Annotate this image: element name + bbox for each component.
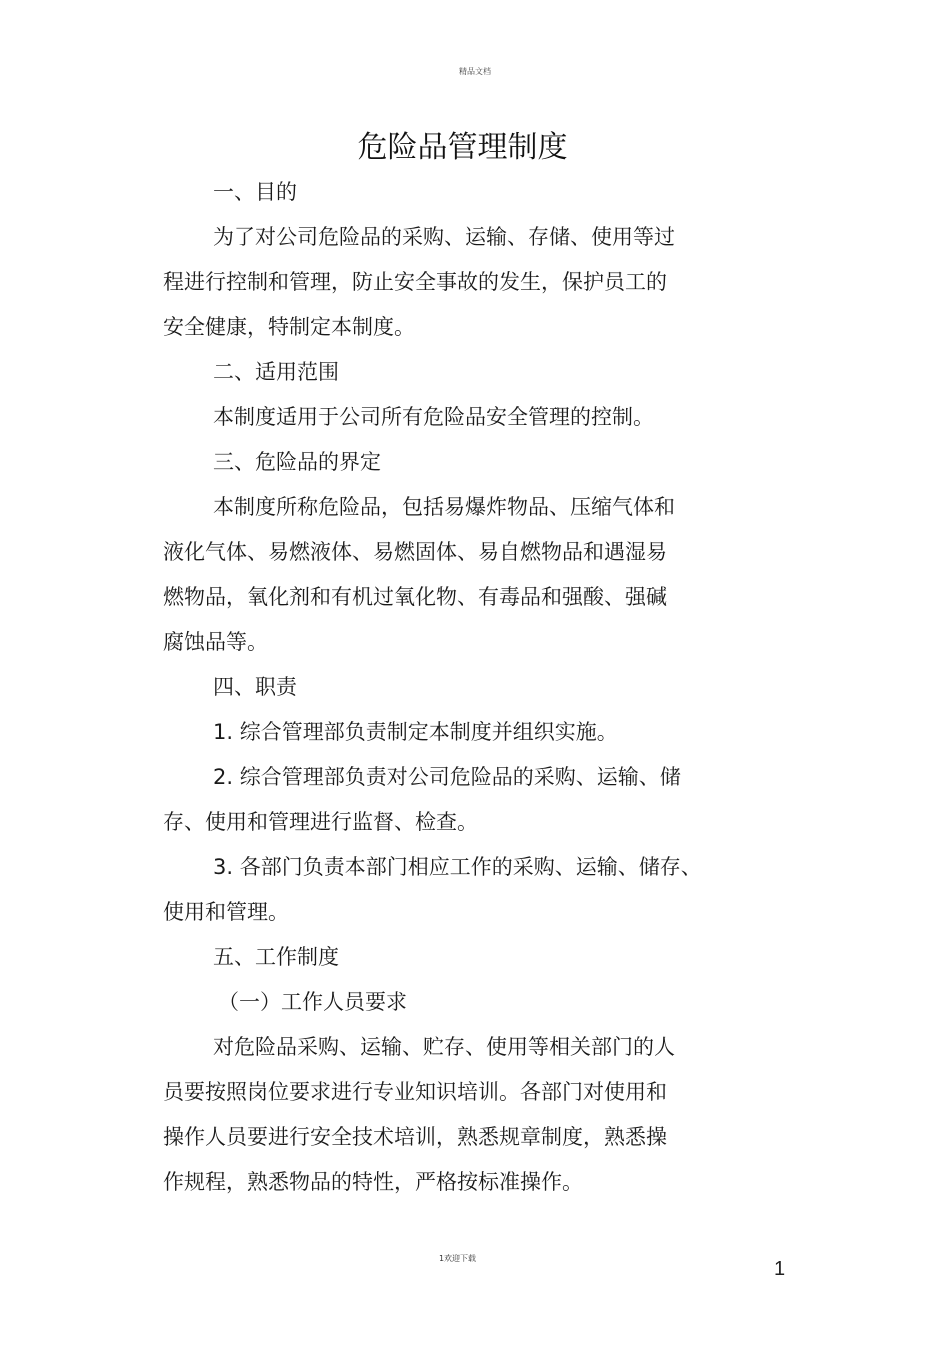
paragraph-line: 五、工作制度 bbox=[213, 945, 339, 969]
paragraph-line: 本制度所称危险品，包括易爆炸物品、压缩气体和 bbox=[213, 495, 675, 519]
paragraph-line: 1. 综合管理部负责制定本制度并组织实施。 bbox=[213, 720, 618, 744]
paragraph-line: 存、使用和管理进行监督、检查。 bbox=[163, 810, 478, 834]
paragraph-line: 四、职责 bbox=[213, 675, 297, 699]
page-number: 1 bbox=[774, 1258, 786, 1280]
paragraph-line: 为了对公司危险品的采购、运输、存储、使用等过 bbox=[213, 225, 675, 249]
paragraph-line: （一）工作人员要求 bbox=[218, 990, 407, 1014]
paragraph-line: 二、适用范围 bbox=[213, 360, 339, 384]
paragraph-line: 2. 综合管理部负责对公司危险品的采购、运输、储 bbox=[213, 765, 681, 789]
paragraph-line: 程进行控制和管理，防止安全事故的发生，保护员工的 bbox=[163, 270, 667, 294]
paragraph-line: 三、危险品的界定 bbox=[213, 450, 381, 474]
document-body bbox=[163, 170, 743, 1205]
paragraph-line: 使用和管理。 bbox=[163, 900, 289, 924]
paragraph-line: 腐蚀品等。 bbox=[163, 630, 268, 654]
paragraph-line: 3. 各部门负责本部门相应工作的采购、运输、储存、 bbox=[213, 855, 702, 879]
paragraph-line: 一、目的 bbox=[213, 180, 297, 204]
paragraph-line: 液化气体、易燃液体、易燃固体、易自燃物品和遇湿易 bbox=[163, 540, 667, 564]
header-note: 精品文档 bbox=[459, 67, 491, 76]
paragraph-line: 作规程，熟悉物品的特性，严格按标准操作。 bbox=[163, 1170, 583, 1194]
paragraph-line: 本制度适用于公司所有危险品安全管理的控制。 bbox=[213, 405, 654, 429]
footer-note: 1欢迎下载 bbox=[438, 1254, 477, 1263]
paragraph-line: 燃物品，氧化剂和有机过氧化物、有毒品和强酸、强碱 bbox=[163, 585, 667, 609]
document-title: 危险品管理制度 bbox=[357, 130, 568, 165]
paragraph-line: 对危险品采购、运输、贮存、使用等相关部门的人 bbox=[213, 1035, 675, 1059]
paragraph-line: 员要按照岗位要求进行专业知识培训。各部门对使用和 bbox=[163, 1080, 667, 1104]
paragraph-line: 安全健康，特制定本制度。 bbox=[163, 315, 415, 339]
paragraph-line: 操作人员要进行安全技术培训，熟悉规章制度，熟悉操 bbox=[163, 1125, 667, 1149]
